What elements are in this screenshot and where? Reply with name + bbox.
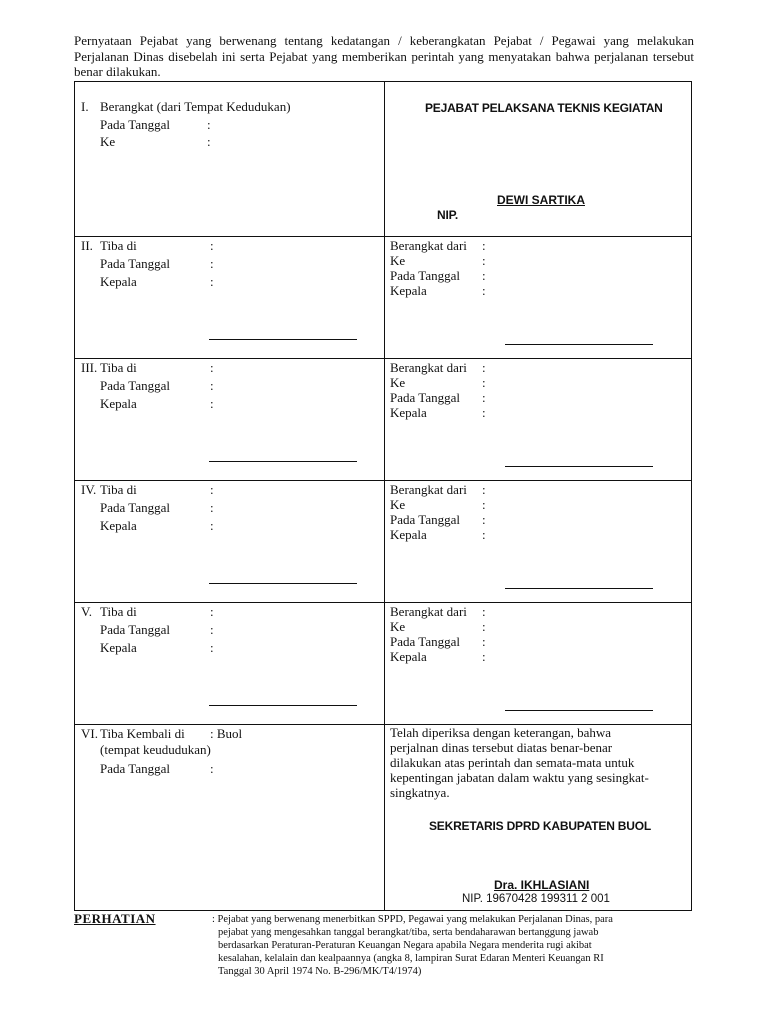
destination-label: Ke [390,375,406,390]
destination-label: Ke [100,134,116,149]
official-name: DEWI SARTIKA [497,193,585,207]
date-label: Pada Tanggal [100,761,170,776]
arrival-label: Tiba di [100,360,137,375]
section-number: V. [81,604,92,619]
travel-form-table [74,81,692,911]
section-6: VI. Tiba Kembali di : Buol (tempat keududukan) Pada Tanggal : Telah diperiksa dengan keterangan, bahwa perjalnan dinas tersebut diatas benar-benar dilakukan atas perintah dan semata-mata untuk kepentingan jabatan dalam waktu yang sesingkat- singkatnya. SEKRETARIS DPRD KABUPATEN BUOL Dra. IKHLASIANI NIP. 19670428 199311 2 001 [81,725,652,905]
date-label: Pada Tanggal [390,634,460,649]
head-label: Kepala [390,405,427,420]
head-label: Kepala [100,518,137,533]
destination-label: Ke [390,253,406,268]
official-title: SEKRETARIS DPRD KABUPATEN BUOL [429,819,652,833]
section-number: I. [81,99,89,114]
signature-line [209,461,357,462]
head-label: Kepala [390,649,427,664]
section-number: VI. [81,726,98,741]
signature-line [209,705,357,706]
date-label: Pada Tanggal [100,622,170,637]
notice-title: PERHATIAN [74,911,156,926]
arrival-label: Tiba di [100,604,137,619]
head-label: Kepala [390,527,427,542]
arrival-label: Tiba di [100,238,137,253]
section-2: II. Tiba di : Pada Tanggal : Kepala : Berangkat dari : Ke : Pada Tanggal : Kepala : [75,237,691,358]
signature-line [505,466,653,467]
official-title: PEJABAT PELAKSANA TEKNIS KEGIATAN [425,101,663,115]
departure-from-label: Berangkat dari [390,482,467,497]
date-label: Pada Tanggal [100,378,170,393]
departure-from-label: Berangkat dari [390,238,467,253]
notice-line: kesalahan, kelalain dan kealpaannya (angka 8, lampiran Surat Edaran Menteri Keuangan RI [218,953,604,964]
intro-statement: Pernyataan Pejabat yang berwenang tentang kedatangan / keberangkatan Pejabat / Pegawai yang melakukan Perjalanan Dinas disebelah ini serta Pejabat yang memberikan perintah yang menyatakan bahwa perjalanan tersebut benar dilakukan. [74,33,694,79]
arrival-label: Tiba di [100,482,137,497]
notice-line: pejabat yang mengesahkan tanggal berangkat/tiba, serta bendaharawan bertanggung jawab [218,927,599,938]
verification-line-4: kepentingan jabatan dalam waktu yang sesingkat- [390,770,649,785]
section-4: IV. Tiba di : Pada Tanggal : Kepala : Berangkat dari : Ke : Pada Tanggal : Kepala : [75,481,691,602]
verification-line-2: perjalnan dinas tersebut diatas benar-benar [390,740,613,755]
section-number: IV. [81,482,97,497]
date-label: Pada Tanggal [390,512,460,527]
official-name: Dra. IKHLASIANI [494,878,590,892]
section-1: I. Berangkat (dari Tempat Kedudukan) Pada Tanggal : Ke : PEJABAT PELAKSANA TEKNIS KEGIATAN DEWI SARTIKA NIP. [81,99,663,222]
head-label: Kepala [100,640,137,655]
return-label: Tiba Kembali di [100,726,185,741]
destination-label: Ke [390,497,406,512]
section-number: II. [81,238,93,253]
date-label: Pada Tanggal [390,390,460,405]
home-base-label: (tempat keududukan) [100,742,211,757]
section-3: III. Tiba di : Pada Tanggal : Kepala : Berangkat dari : Ke : Pada Tanggal : Kepala : [75,359,691,480]
signature-line [209,583,357,584]
verification-line-3: dilakukan atas perintah dan semata-mata untuk [390,755,635,770]
date-label: Pada Tanggal [100,117,170,132]
notice-line: : Pejabat yang berwenang menerbitkan SPPD, Pegawai yang melakukan Perjalanan Dinas, para [212,914,613,925]
destination-label: Ke [390,619,406,634]
verification-line-5: singkatnya. [390,785,450,800]
section-5: V. Tiba di : Pada Tanggal : Kepala : Berangkat dari : Ke : Pada Tanggal : Kepala : [75,603,691,724]
verification-line-1: Telah diperiksa dengan keterangan, bahwa [390,725,612,740]
date-label: Pada Tanggal [390,268,460,283]
departure-from-label: Berangkat dari [390,360,467,375]
notice-line: berdasarkan Peraturan-Peraturan Keuangan Negara apabila Negara menderita rugi akibat [218,940,592,951]
official-nip: NIP. 19670428 199311 2 001 [462,893,610,905]
notice-text [212,913,712,978]
return-place: : Buol [210,726,243,741]
signature-line [209,339,357,340]
signature-line [505,344,653,345]
section-number: III. [81,360,98,375]
date-label: Pada Tanggal [100,256,170,271]
departure-from-label: Berangkat dari [390,604,467,619]
notice-line: Tanggal 30 April 1974 No. B-296/MK/T4/1974) [218,966,422,977]
head-label: Kepala [100,274,137,289]
head-label: Kepala [390,283,427,298]
signature-line [505,710,653,711]
date-label: Pada Tanggal [100,500,170,515]
departure-label: Berangkat (dari Tempat Kedudukan) [100,99,291,114]
nip-label: NIP. [437,208,458,222]
signature-line [505,588,653,589]
head-label: Kepala [100,396,137,411]
